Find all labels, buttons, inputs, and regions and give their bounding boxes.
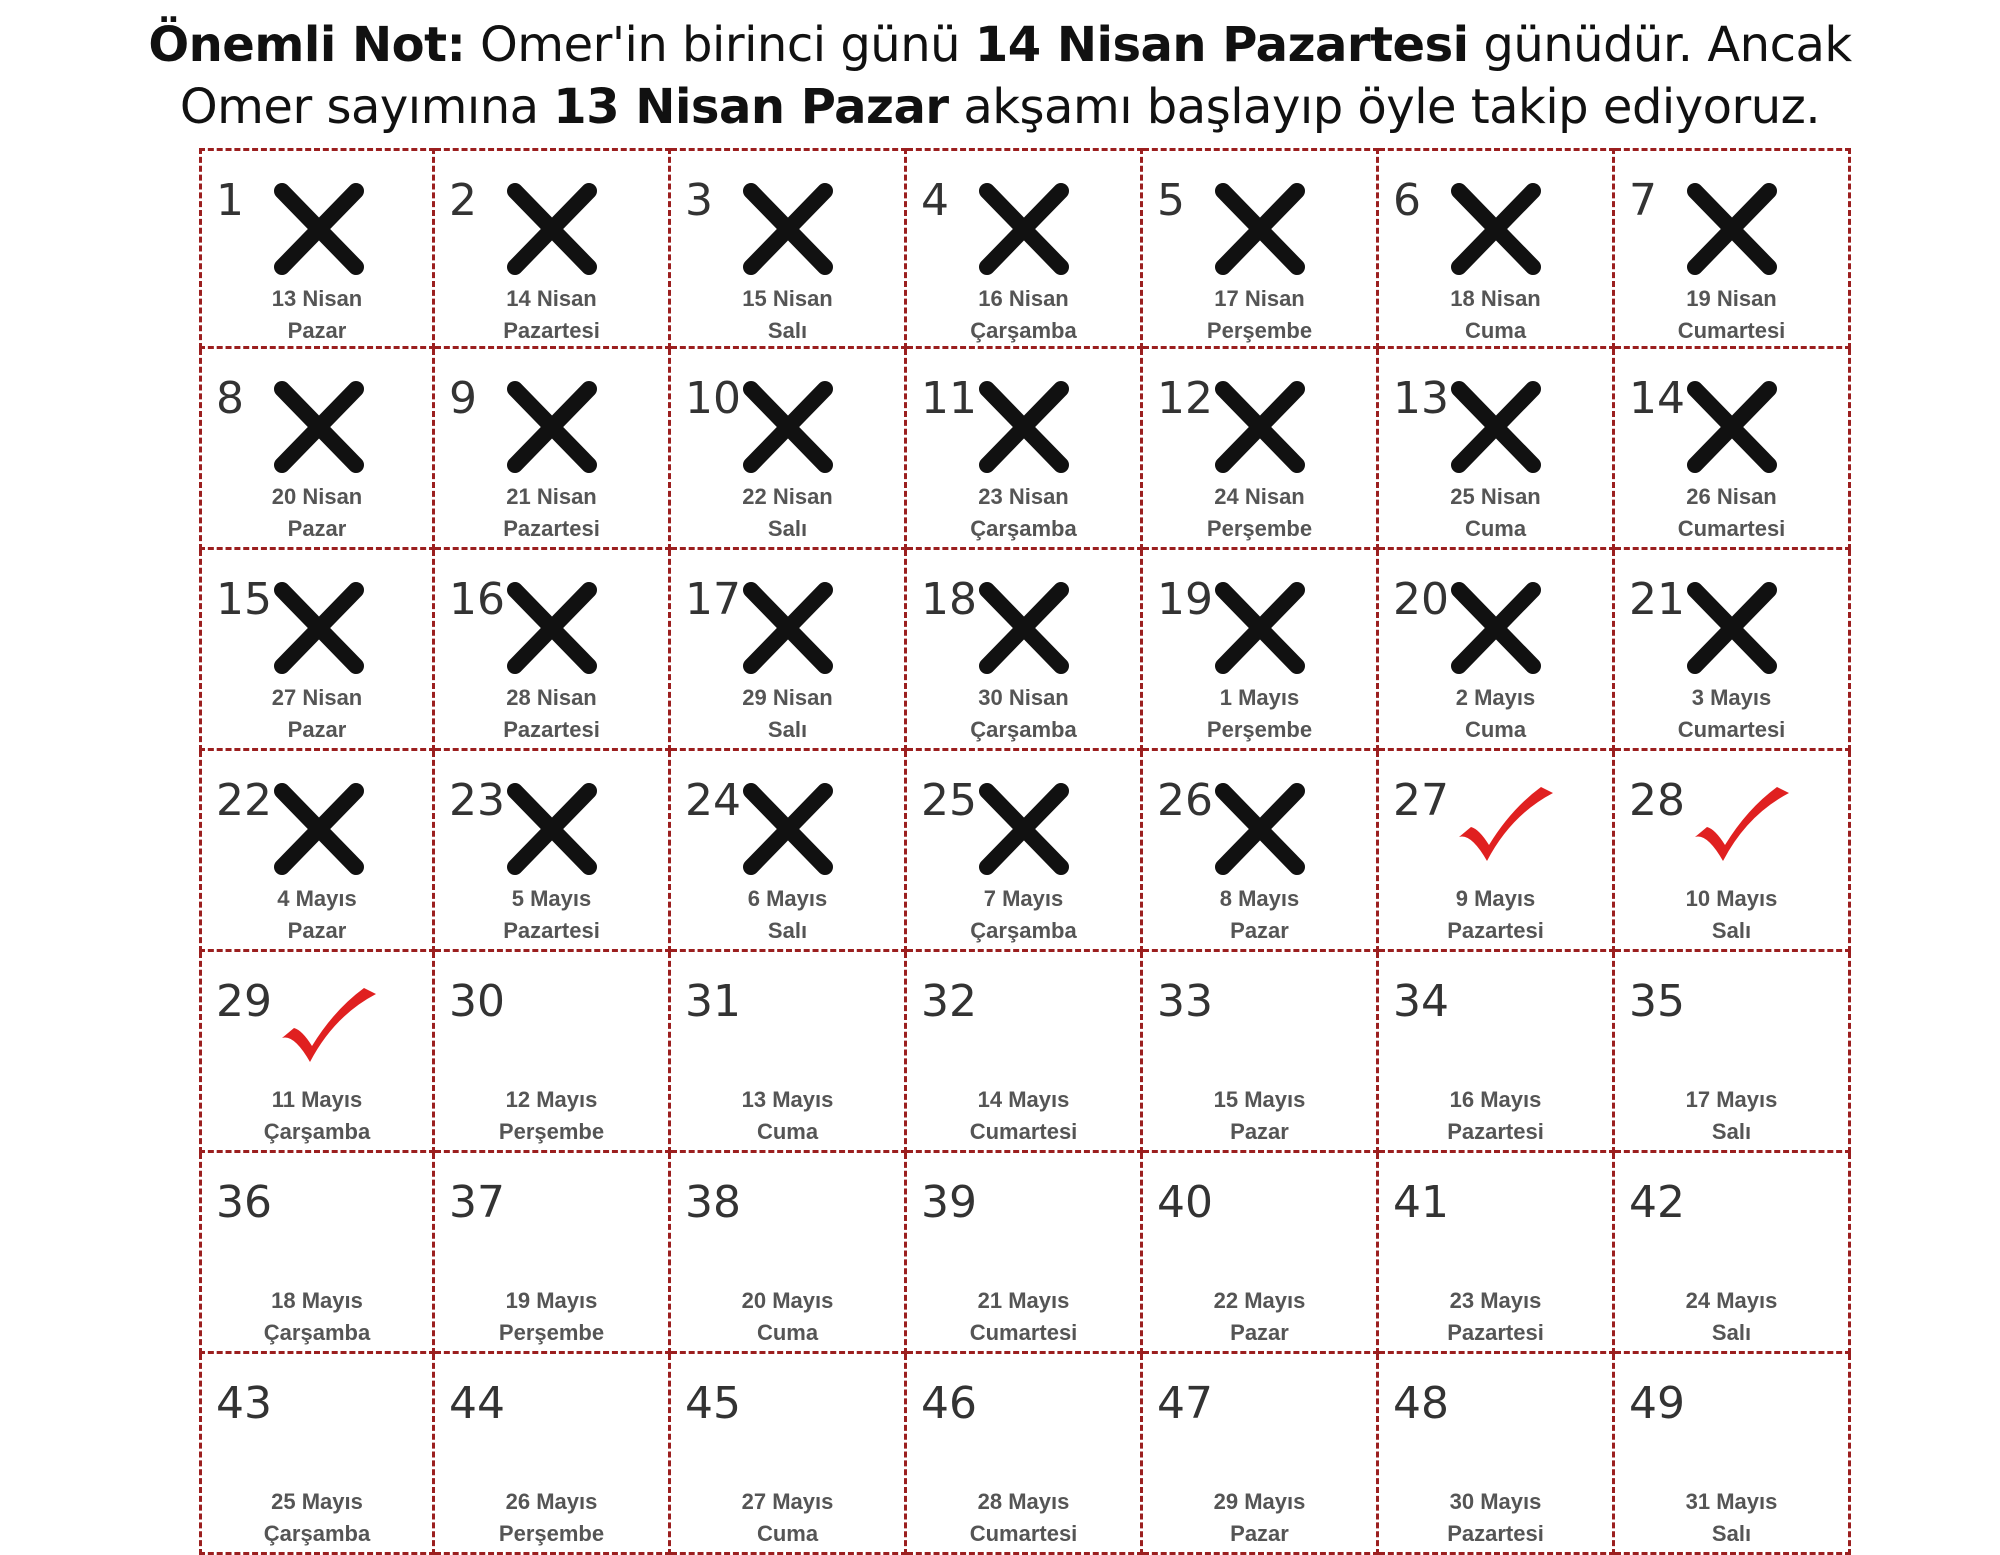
- weekday-label: Çarşamba: [263, 1320, 371, 1345]
- cross-mark-icon: [264, 779, 374, 879]
- weekday-label: Cuma: [1464, 318, 1527, 343]
- weekday-label: Pazartesi: [1447, 918, 1544, 943]
- day-cell: [199, 148, 435, 349]
- day-date: [1143, 481, 1376, 545]
- day-cell: [1615, 1153, 1851, 1354]
- day-number: 42: [1629, 1177, 1685, 1228]
- day-number: 3: [685, 175, 713, 226]
- day-date: [1615, 883, 1848, 947]
- weekday-label: Pazar: [287, 918, 347, 943]
- day-cell: [1143, 1153, 1379, 1354]
- weekday-label: Çarşamba: [970, 516, 1077, 541]
- cross-mark-icon: [1677, 179, 1787, 279]
- day-cell: [671, 1153, 907, 1354]
- date-label: 30 Mayıs: [1449, 1489, 1542, 1514]
- day-date: [907, 883, 1140, 947]
- day-cell: [1615, 148, 1851, 349]
- date-label: 25 Mayıs: [271, 1489, 363, 1514]
- date-label: 22 Mayıs: [1213, 1288, 1306, 1313]
- day-number: 49: [1629, 1378, 1685, 1429]
- day-number: 45: [685, 1378, 741, 1429]
- weekday-label: Cumartesi: [969, 1521, 1078, 1546]
- day-date: [435, 283, 668, 347]
- day-number: 15: [216, 574, 272, 625]
- day-date: [1615, 682, 1848, 746]
- cross-mark-icon: [497, 377, 607, 477]
- day-number: 16: [449, 574, 505, 625]
- day-number: 39: [921, 1177, 977, 1228]
- day-number: 34: [1393, 976, 1449, 1027]
- day-cell: [1379, 349, 1615, 550]
- weekday-label: Pazar: [1230, 918, 1289, 943]
- day-cell: [1615, 1354, 1851, 1555]
- day-date: [1143, 1084, 1376, 1148]
- cross-mark-icon: [497, 578, 607, 678]
- day-number: 18: [921, 574, 977, 625]
- day-number: 7: [1629, 175, 1657, 226]
- day-date: [202, 1285, 432, 1349]
- day-number: 27: [1393, 775, 1449, 826]
- day-date: [1143, 682, 1376, 746]
- date-label: 11 Mayıs: [271, 1087, 363, 1112]
- cross-mark-icon: [1441, 179, 1551, 279]
- day-date: [1615, 1084, 1848, 1148]
- cross-mark-icon: [264, 578, 374, 678]
- weekday-label: Cumartesi: [1677, 318, 1786, 343]
- day-cell: [199, 952, 435, 1153]
- day-date: [907, 1486, 1140, 1550]
- date-label: 10 Mayıs: [1685, 886, 1778, 911]
- weekday-label: Cuma: [756, 1320, 819, 1345]
- note-line-1: [0, 14, 2000, 76]
- check-mark-icon: [1685, 775, 1795, 875]
- cross-mark-icon: [1205, 578, 1315, 678]
- weekday-label: Cuma: [1464, 717, 1527, 742]
- day-date: [1143, 283, 1376, 347]
- day-cell: [671, 952, 907, 1153]
- date-label: 31 Mayıs: [1685, 1489, 1778, 1514]
- day-date: [1615, 481, 1848, 545]
- day-cell: [1143, 148, 1379, 349]
- day-cell: [435, 1153, 671, 1354]
- day-date: [435, 883, 668, 947]
- weekday-label: Pazartesi: [503, 516, 600, 541]
- weekday-label: Perşembe: [498, 1119, 605, 1144]
- date-label: 15 Nisan: [742, 286, 833, 311]
- day-date: [1143, 1285, 1376, 1349]
- weekday-label: Perşembe: [498, 1320, 605, 1345]
- day-date: [202, 283, 432, 347]
- day-number: 35: [1629, 976, 1685, 1027]
- day-cell: [435, 1354, 671, 1555]
- day-cell: [435, 952, 671, 1153]
- day-cell: [1615, 952, 1851, 1153]
- date-label: 14 Nisan: [506, 286, 597, 311]
- weekday-label: Salı: [1711, 1119, 1752, 1144]
- day-number: 29: [216, 976, 272, 1027]
- weekday-label: Salı: [767, 516, 808, 541]
- weekday-label: Pazar: [1230, 1119, 1289, 1144]
- date-label: 29 Nisan: [742, 685, 833, 710]
- day-number: 8: [216, 373, 244, 424]
- day-date: [1379, 1285, 1612, 1349]
- date-label: 30 Nisan: [978, 685, 1069, 710]
- day-date: [1143, 883, 1376, 947]
- date-label: 6 Mayıs: [747, 886, 828, 911]
- weekday-label: Cumartesi: [1677, 717, 1786, 742]
- day-cell: [671, 148, 907, 349]
- date-label: 28 Mayıs: [977, 1489, 1070, 1514]
- check-mark-icon: [272, 976, 382, 1076]
- weekday-label: Pazartesi: [1447, 1119, 1544, 1144]
- day-date: [435, 1285, 668, 1349]
- day-cell: [671, 550, 907, 751]
- date-label: 21 Nisan: [506, 484, 597, 509]
- day-cell: [907, 148, 1143, 349]
- weekday-label: Pazar: [1230, 1320, 1289, 1345]
- date-label: 20 Mayıs: [741, 1288, 834, 1313]
- cross-mark-icon: [969, 377, 1079, 477]
- weekday-label: Cumartesi: [969, 1320, 1078, 1345]
- day-date: [1379, 883, 1612, 947]
- day-cell: [1379, 550, 1615, 751]
- weekday-label: Çarşamba: [970, 918, 1077, 943]
- day-cell: [1143, 1354, 1379, 1555]
- cross-mark-icon: [733, 179, 843, 279]
- day-number: 48: [1393, 1378, 1449, 1429]
- weekday-label: Pazartesi: [1447, 1320, 1544, 1345]
- day-number: 31: [685, 976, 741, 1027]
- day-number: 5: [1157, 175, 1185, 226]
- date-label: 16 Nisan: [978, 286, 1069, 311]
- day-cell: [435, 349, 671, 550]
- day-date: [1615, 1486, 1848, 1550]
- day-cell: [907, 349, 1143, 550]
- day-cell: [1143, 952, 1379, 1153]
- day-date: [671, 682, 904, 746]
- weekday-label: Cuma: [756, 1521, 819, 1546]
- day-date: [1379, 1486, 1612, 1550]
- day-number: 12: [1157, 373, 1213, 424]
- date-label: 2 Mayıs: [1455, 685, 1536, 710]
- day-cell: [199, 1153, 435, 1354]
- weekday-label: Cuma: [1464, 516, 1527, 541]
- weekday-label: Salı: [1711, 1320, 1752, 1345]
- cross-mark-icon: [1205, 779, 1315, 879]
- day-number: 36: [216, 1177, 272, 1228]
- date-label: 28 Nisan: [506, 685, 597, 710]
- cross-mark-icon: [733, 578, 843, 678]
- cross-mark-icon: [1205, 179, 1315, 279]
- cross-mark-icon: [497, 779, 607, 879]
- date-label: 17 Mayıs: [1685, 1087, 1778, 1112]
- weekday-label: Cumartesi: [969, 1119, 1078, 1144]
- cross-mark-icon: [969, 179, 1079, 279]
- date-label: 14 Mayıs: [977, 1087, 1070, 1112]
- day-number: 9: [449, 373, 477, 424]
- day-date: [202, 883, 432, 947]
- day-date: [1615, 1285, 1848, 1349]
- date-label: 24 Nisan: [1214, 484, 1305, 509]
- day-cell: [435, 148, 671, 349]
- day-cell: [199, 550, 435, 751]
- date-label: 5 Mayıs: [511, 886, 592, 911]
- day-date: [435, 1084, 668, 1148]
- date-label: 26 Mayıs: [505, 1489, 598, 1514]
- date-label: 18 Mayıs: [271, 1288, 363, 1313]
- cross-mark-icon: [1205, 377, 1315, 477]
- day-date: [671, 1486, 904, 1550]
- day-cell: [1379, 751, 1615, 952]
- day-number: 25: [921, 775, 977, 826]
- day-number: 33: [1157, 976, 1213, 1027]
- date-label: 22 Nisan: [742, 484, 833, 509]
- day-number: 11: [921, 373, 977, 424]
- weekday-label: Pazar: [1230, 1521, 1289, 1546]
- day-date: [1379, 682, 1612, 746]
- day-cell: [1615, 751, 1851, 952]
- day-date: [671, 1285, 904, 1349]
- weekday-label: Perşembe: [1206, 516, 1313, 541]
- day-date: [907, 283, 1140, 347]
- day-date: [202, 1486, 432, 1550]
- day-cell: [907, 1153, 1143, 1354]
- weekday-label: Çarşamba: [970, 717, 1077, 742]
- day-number: 46: [921, 1378, 977, 1429]
- day-number: 40: [1157, 1177, 1213, 1228]
- note-text: Omer'in birinci günü: [465, 17, 975, 73]
- cross-mark-icon: [264, 377, 374, 477]
- day-date: [671, 1084, 904, 1148]
- cross-mark-icon: [1677, 578, 1787, 678]
- day-number: 17: [685, 574, 741, 625]
- cross-mark-icon: [733, 779, 843, 879]
- day-number: 19: [1157, 574, 1213, 625]
- day-number: 37: [449, 1177, 505, 1228]
- day-cell: [435, 550, 671, 751]
- day-cell: [199, 751, 435, 952]
- day-number: 23: [449, 775, 505, 826]
- weekday-label: Pazar: [287, 717, 347, 742]
- weekday-label: Salı: [1711, 918, 1752, 943]
- day-date: [671, 883, 904, 947]
- date-label: 19 Mayıs: [505, 1288, 598, 1313]
- day-cell: [199, 349, 435, 550]
- date-label: 1 Mayıs: [1219, 685, 1300, 710]
- weekday-label: Pazartesi: [503, 717, 600, 742]
- date-label: 8 Mayıs: [1219, 886, 1300, 911]
- date-label: 26 Nisan: [1686, 484, 1777, 509]
- note-text: günüdür. Ancak: [1468, 17, 1852, 73]
- day-cell: [1615, 349, 1851, 550]
- weekday-label: Çarşamba: [263, 1521, 371, 1546]
- weekday-label: Pazar: [287, 318, 347, 343]
- date-label: 12 Mayıs: [505, 1087, 598, 1112]
- day-number: 26: [1157, 775, 1213, 826]
- cross-mark-icon: [1441, 578, 1551, 678]
- day-date: [435, 1486, 668, 1550]
- weekday-label: Perşembe: [1206, 717, 1313, 742]
- date-label: 19 Nisan: [1686, 286, 1777, 311]
- cross-mark-icon: [264, 179, 374, 279]
- date-label: 18 Nisan: [1450, 286, 1541, 311]
- day-number: 38: [685, 1177, 741, 1228]
- cross-mark-icon: [733, 377, 843, 477]
- weekday-label: Pazartesi: [503, 918, 600, 943]
- note-text: Omer sayımına: [179, 79, 554, 135]
- date-label: 4 Mayıs: [277, 886, 357, 911]
- day-cell: [1615, 550, 1851, 751]
- day-cell: [1379, 148, 1615, 349]
- date-label: 15 Mayıs: [1213, 1087, 1306, 1112]
- date-label: 20 Nisan: [271, 484, 363, 509]
- day-date: [907, 1084, 1140, 1148]
- day-cell: [1143, 751, 1379, 952]
- day-cell: [907, 1354, 1143, 1555]
- day-number: 10: [685, 373, 741, 424]
- weekday-label: Çarşamba: [263, 1119, 371, 1144]
- day-number: 30: [449, 976, 505, 1027]
- weekday-label: Salı: [767, 717, 808, 742]
- day-cell: [907, 952, 1143, 1153]
- weekday-label: Salı: [1711, 1521, 1752, 1546]
- day-number: 13: [1393, 373, 1449, 424]
- date-label: 23 Nisan: [978, 484, 1069, 509]
- day-date: [1615, 283, 1848, 347]
- day-date: [202, 682, 432, 746]
- day-number: 6: [1393, 175, 1421, 226]
- day-date: [435, 481, 668, 545]
- day-number: 28: [1629, 775, 1685, 826]
- weekday-label: Salı: [767, 918, 808, 943]
- day-cell: [435, 751, 671, 952]
- date-label: 24 Mayıs: [1685, 1288, 1778, 1313]
- date-label: 3 Mayıs: [1691, 685, 1772, 710]
- day-number: 2: [449, 175, 477, 226]
- day-date: [202, 481, 432, 545]
- day-cell: [1379, 1153, 1615, 1354]
- weekday-label: Cumartesi: [1677, 516, 1786, 541]
- day-cell: [907, 550, 1143, 751]
- weekday-label: Pazartesi: [503, 318, 600, 343]
- day-cell: [1143, 349, 1379, 550]
- day-number: 1: [216, 175, 244, 226]
- day-number: 20: [1393, 574, 1449, 625]
- day-date: [907, 682, 1140, 746]
- day-cell: [671, 751, 907, 952]
- note-text: akşamı başlayıp öyle takip ediyoruz.: [948, 79, 1821, 135]
- day-number: 22: [216, 775, 272, 826]
- day-cell: [1143, 550, 1379, 751]
- date-label: 9 Mayıs: [1455, 886, 1536, 911]
- day-date: [907, 481, 1140, 545]
- day-cell: [1379, 952, 1615, 1153]
- day-cell: [1379, 1354, 1615, 1555]
- day-number: 41: [1393, 1177, 1449, 1228]
- date-label: 16 Mayıs: [1449, 1087, 1542, 1112]
- note-line-2: [0, 76, 2000, 138]
- date-label: 21 Mayıs: [977, 1288, 1070, 1313]
- check-mark-icon: [1449, 775, 1559, 875]
- weekday-label: Pazartesi: [1447, 1521, 1544, 1546]
- weekday-label: Perşembe: [1206, 318, 1313, 343]
- day-cell: [671, 349, 907, 550]
- weekday-label: Salı: [767, 318, 808, 343]
- day-date: [202, 1084, 432, 1148]
- date-label: 23 Mayıs: [1449, 1288, 1542, 1313]
- cross-mark-icon: [969, 779, 1079, 879]
- date-label: 13 Mayıs: [741, 1087, 834, 1112]
- note-first-day: 14 Nisan Pazartesi: [974, 17, 1469, 73]
- day-date: [1379, 283, 1612, 347]
- omer-calendar-grid: [199, 148, 1851, 1555]
- day-date: [1379, 481, 1612, 545]
- date-label: 13 Nisan: [271, 286, 363, 311]
- note-start-evening: 13 Nisan Pazar: [553, 79, 949, 135]
- date-label: 29 Mayıs: [1213, 1489, 1306, 1514]
- weekday-label: Perşembe: [498, 1521, 605, 1546]
- day-date: [907, 1285, 1140, 1349]
- day-cell: [907, 751, 1143, 952]
- date-label: 7 Mayıs: [983, 886, 1064, 911]
- day-number: 14: [1629, 373, 1685, 424]
- day-date: [671, 481, 904, 545]
- day-number: 32: [921, 976, 977, 1027]
- date-label: 27 Mayıs: [741, 1489, 834, 1514]
- weekday-label: Çarşamba: [970, 318, 1077, 343]
- date-label: 17 Nisan: [1214, 286, 1305, 311]
- cross-mark-icon: [969, 578, 1079, 678]
- cross-mark-icon: [1441, 377, 1551, 477]
- cross-mark-icon: [1677, 377, 1787, 477]
- day-number: 24: [685, 775, 741, 826]
- day-number: 43: [216, 1378, 272, 1429]
- date-label: 25 Nisan: [1450, 484, 1541, 509]
- day-date: [435, 682, 668, 746]
- weekday-label: Cuma: [756, 1119, 819, 1144]
- important-note: [0, 14, 2000, 138]
- weekday-label: Pazar: [287, 516, 347, 541]
- day-cell: [671, 1354, 907, 1555]
- note-label: Önemli Not:: [148, 17, 466, 73]
- day-number: 4: [921, 175, 949, 226]
- day-date: [1143, 1486, 1376, 1550]
- day-number: 21: [1629, 574, 1685, 625]
- day-cell: [199, 1354, 435, 1555]
- day-date: [1379, 1084, 1612, 1148]
- day-number: 44: [449, 1378, 505, 1429]
- date-label: 27 Nisan: [271, 685, 363, 710]
- cross-mark-icon: [497, 179, 607, 279]
- day-date: [671, 283, 904, 347]
- day-number: 47: [1157, 1378, 1213, 1429]
